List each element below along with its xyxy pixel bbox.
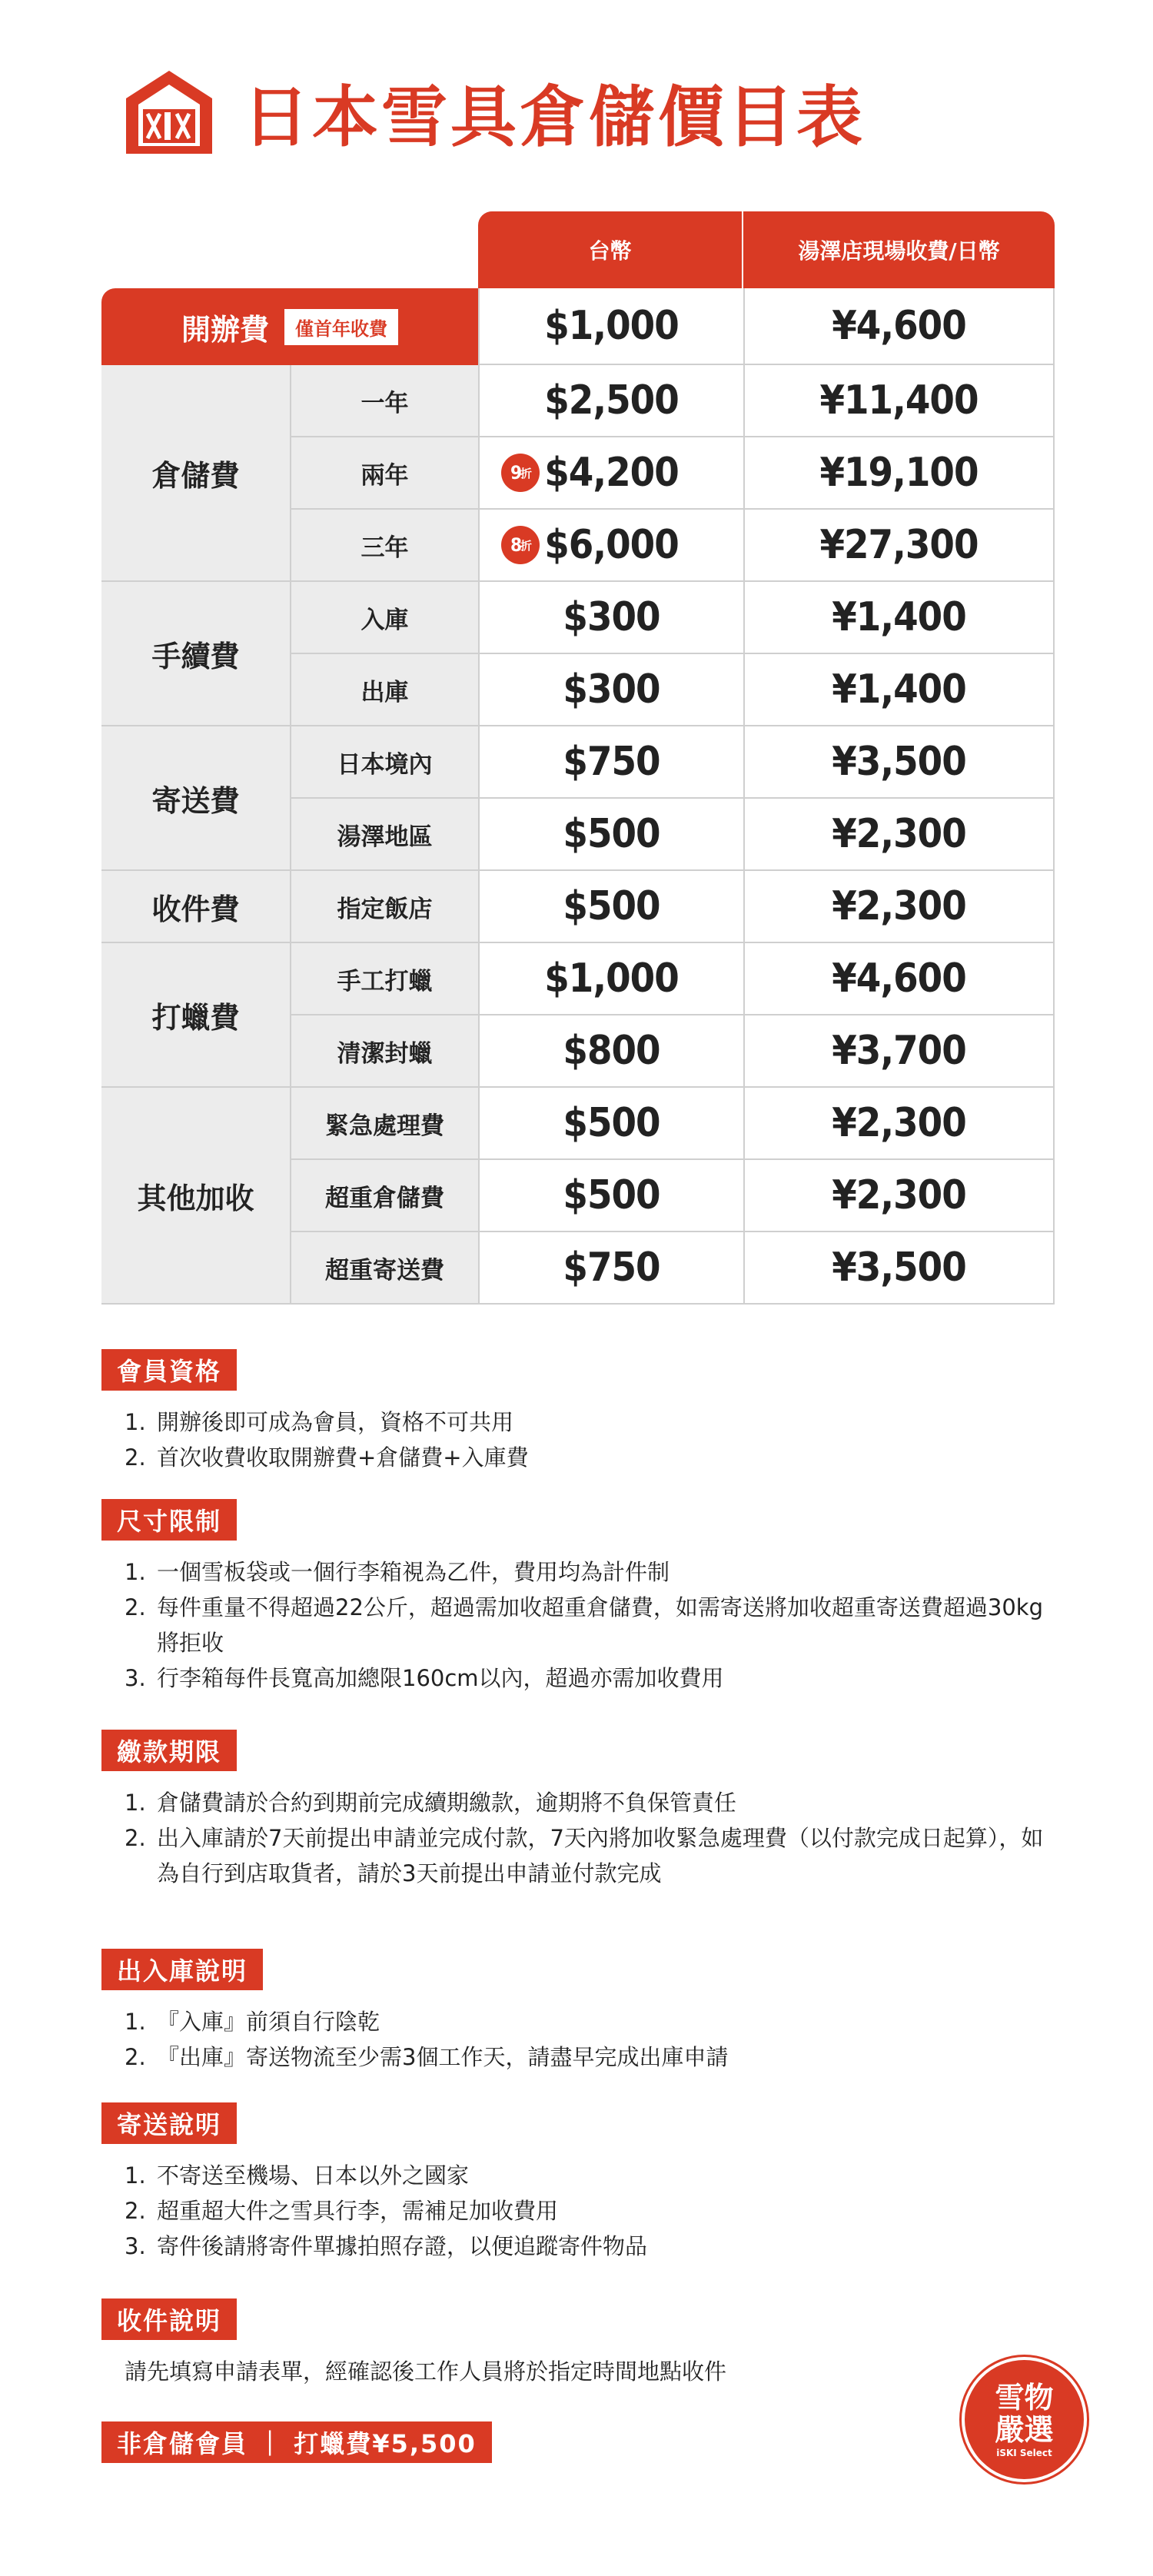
item-cell: 出庫 bbox=[290, 654, 478, 726]
twd-price-cell bbox=[478, 1160, 743, 1232]
twd-price: $500 bbox=[563, 883, 660, 929]
twd-price: $300 bbox=[563, 594, 660, 640]
category-cell: 倉儲費 bbox=[101, 365, 290, 582]
header-jpy: 湯澤店現場收費/日幣 bbox=[743, 211, 1055, 288]
size-section bbox=[101, 1499, 1055, 1696]
jpy-price-cell: ¥11,400 bbox=[743, 365, 1055, 437]
list-item-text: 『出庫』寄送物流至少需3個工作天，請盡早完成出庫申請 bbox=[157, 2044, 729, 2070]
list-item-text: 超重超大件之雪具行李，需補足加收費用 bbox=[157, 2198, 559, 2224]
list-item: 3. 寄件後請將寄件單據拍照存證，以便追蹤寄件物品 bbox=[125, 2229, 1055, 2264]
payment-title: 繳款期限 bbox=[101, 1730, 237, 1771]
twd-price-cell bbox=[478, 1088, 743, 1160]
nonmember-wax-fee: 非倉儲會員 ｜ 打蠟費¥5,500 bbox=[101, 2421, 492, 2463]
list-item: 1. 『入庫』前須自行陰乾 bbox=[125, 2004, 1055, 2039]
open-fee-label: 開辦費 bbox=[181, 312, 269, 347]
jpy-price-cell: ¥2,300 bbox=[743, 1160, 1055, 1232]
list-item-text: 倉儲費請於合約到期前完成續期繳款，逾期將不負保管責任 bbox=[157, 1790, 737, 1816]
twd-price: $500 bbox=[563, 1172, 660, 1218]
jpy-price-cell: ¥2,300 bbox=[743, 871, 1055, 943]
open-fee-label-cell bbox=[101, 288, 478, 365]
inout-title: 出入庫說明 bbox=[101, 1949, 263, 1990]
twd-price: $750 bbox=[563, 739, 660, 785]
twd-price-cell bbox=[478, 510, 743, 582]
list-item: 2. 每件重量不得超過22公斤，超過需加收超重倉儲費，如需寄送將加收超重寄送費超過30kg將拒收 bbox=[125, 1590, 1055, 1660]
item-cell: 清潔封蠟 bbox=[290, 1015, 478, 1088]
list-item: 1. 不寄送至機場、日本以外之國家 bbox=[125, 2158, 1055, 2193]
list-item: 2. 超重超大件之雪具行李，需補足加收費用 bbox=[125, 2193, 1055, 2229]
twd-price-cell bbox=[478, 654, 743, 726]
pickup-title: 收件說明 bbox=[101, 2298, 237, 2340]
list-item-text: 一個雪板袋或一個行李箱視為乙件，費用均為計件制 bbox=[157, 1559, 670, 1585]
twd-price: $750 bbox=[563, 1245, 660, 1291]
shipping-list bbox=[101, 2158, 1055, 2264]
item-cell: 超重寄送費 bbox=[290, 1232, 478, 1305]
discount-number: 9 bbox=[510, 462, 520, 484]
jpy-price-cell: ¥2,300 bbox=[743, 799, 1055, 871]
membership-section bbox=[101, 1349, 1055, 1475]
item-cell: 三年 bbox=[290, 510, 478, 582]
list-item-text: 每件重量不得超過22公斤，超過需加收超重倉儲費，如需寄送將加收超重寄送費超過30kg將拒收 bbox=[157, 1594, 1044, 1656]
item-cell: 指定飯店 bbox=[290, 871, 478, 943]
table-header bbox=[478, 211, 1055, 288]
jpy-price-cell: ¥1,400 bbox=[743, 582, 1055, 654]
item-cell: 兩年 bbox=[290, 437, 478, 510]
list-item-text: 不寄送至機場、日本以外之國家 bbox=[157, 2162, 470, 2189]
open-fee-row bbox=[101, 288, 1055, 365]
pickup-section bbox=[101, 2298, 1055, 2389]
size-title: 尺寸限制 bbox=[101, 1499, 237, 1541]
inout-list bbox=[101, 2004, 1055, 2075]
list-item-text: 『入庫』前須自行陰乾 bbox=[157, 2009, 380, 2035]
list-item-text: 開辦後即可成為會員，資格不可共用 bbox=[157, 1409, 514, 1435]
jpy-price-cell: ¥19,100 bbox=[743, 437, 1055, 510]
discount-suffix: 折 bbox=[520, 538, 531, 553]
discount-number: 8 bbox=[510, 534, 520, 556]
item-cell: 手工打蠟 bbox=[290, 943, 478, 1015]
jpy-price-cell: ¥2,300 bbox=[743, 1088, 1055, 1160]
iski-select-stamp bbox=[965, 2360, 1084, 2479]
shipping-title: 寄送說明 bbox=[101, 2102, 237, 2144]
inout-section bbox=[101, 1949, 1055, 2075]
category-cell: 寄送費 bbox=[101, 726, 290, 871]
header-twd: 台幣 bbox=[478, 211, 743, 288]
stamp-line1: 雪物 bbox=[995, 2380, 1054, 2415]
item-cell: 超重倉儲費 bbox=[290, 1160, 478, 1232]
table-row bbox=[290, 1015, 1055, 1088]
warehouse-logo-icon bbox=[123, 68, 215, 156]
list-item: 1. 開辦後即可成為會員，資格不可共用 bbox=[125, 1404, 1055, 1440]
twd-price-cell bbox=[478, 582, 743, 654]
payment-list bbox=[101, 1785, 1055, 1891]
jpy-price-cell: ¥3,500 bbox=[743, 726, 1055, 799]
jpy-price-cell: ¥3,500 bbox=[743, 1232, 1055, 1305]
payment-section bbox=[101, 1730, 1055, 1891]
table-row bbox=[290, 582, 1055, 654]
item-cell: 緊急處理費 bbox=[290, 1088, 478, 1160]
category-cell: 收件費 bbox=[101, 871, 290, 943]
first-year-badge: 僅首年收費 bbox=[284, 309, 398, 345]
twd-price-cell bbox=[478, 943, 743, 1015]
discount-badge bbox=[501, 454, 540, 492]
category-cell: 手續費 bbox=[101, 582, 290, 726]
table-row bbox=[290, 365, 1055, 437]
list-item: 1. 一個雪板袋或一個行李箱視為乙件，費用均為計件制 bbox=[125, 1554, 1055, 1590]
twd-price-cell bbox=[478, 437, 743, 510]
twd-price-cell bbox=[478, 726, 743, 799]
list-item-text: 首次收費收取開辦費+倉儲費+入庫費 bbox=[157, 1444, 529, 1471]
list-item-text: 出入庫請於7天前提出申請並完成付款，7天內將加收緊急處理費（以付款完成日起算），如為自行到店取貨者，請於3天前提出申請並付款完成 bbox=[157, 1825, 1044, 1886]
twd-price: $500 bbox=[563, 1100, 660, 1146]
table-row bbox=[290, 654, 1055, 726]
twd-price-cell bbox=[478, 799, 743, 871]
table-row bbox=[290, 799, 1055, 871]
stamp-line2: 嚴選 bbox=[995, 2412, 1054, 2447]
twd-price: $300 bbox=[563, 666, 660, 713]
list-item: 2. 首次收費收取開辦費+倉儲費+入庫費 bbox=[125, 1440, 1055, 1475]
page-title: 日本雪具倉儲價目表 bbox=[243, 79, 866, 156]
open-fee-twd: $1,000 bbox=[478, 288, 743, 365]
item-cell: 入庫 bbox=[290, 582, 478, 654]
twd-price-cell bbox=[478, 1015, 743, 1088]
membership-title: 會員資格 bbox=[101, 1349, 237, 1391]
list-item: 2. 『出庫』寄送物流至少需3個工作天，請盡早完成出庫申請 bbox=[125, 2039, 1055, 2075]
list-item: 3. 行李箱每件長寬高加總限160cm以內，超過亦需加收費用 bbox=[125, 1660, 1055, 1696]
table-row bbox=[290, 943, 1055, 1015]
table-row bbox=[290, 1088, 1055, 1160]
twd-price-cell bbox=[478, 871, 743, 943]
twd-price: $6,000 bbox=[544, 522, 679, 568]
pickup-text: 請先填寫申請表單，經確認後工作人員將於指定時間地點收件 bbox=[125, 2358, 727, 2385]
table-row bbox=[290, 726, 1055, 799]
membership-list bbox=[101, 1404, 1055, 1475]
twd-price-cell bbox=[478, 365, 743, 437]
item-cell: 日本境內 bbox=[290, 726, 478, 799]
category-cell: 其他加收 bbox=[101, 1088, 290, 1305]
open-fee-jpy: ¥4,600 bbox=[743, 288, 1055, 365]
jpy-price-cell: ¥4,600 bbox=[743, 943, 1055, 1015]
jpy-price-cell: ¥3,700 bbox=[743, 1015, 1055, 1088]
category-cell: 打蠟費 bbox=[101, 943, 290, 1088]
jpy-price-cell: ¥27,300 bbox=[743, 510, 1055, 582]
table-row bbox=[290, 1232, 1055, 1305]
table-row bbox=[290, 871, 1055, 943]
twd-price: $4,200 bbox=[544, 450, 679, 496]
shipping-section bbox=[101, 2102, 1055, 2264]
twd-price: $500 bbox=[563, 811, 660, 857]
list-item-text: 行李箱每件長寬高加總限160cm以內，超過亦需加收費用 bbox=[157, 1665, 724, 1691]
size-list bbox=[101, 1554, 1055, 1696]
price-table bbox=[101, 211, 1055, 1305]
list-item-text: 寄件後請將寄件單據拍照存證，以便追蹤寄件物品 bbox=[157, 2233, 648, 2259]
discount-badge bbox=[501, 526, 540, 564]
twd-price: $800 bbox=[563, 1028, 660, 1074]
item-cell: 湯澤地區 bbox=[290, 799, 478, 871]
twd-price: $1,000 bbox=[544, 956, 679, 1002]
list-item: 2. 出入庫請於7天前提出申請並完成付款，7天內將加收緊急處理費（以付款完成日起算），如為自行到店取貨者，請於3天前提出申請並付款完成 bbox=[125, 1820, 1055, 1891]
twd-price: $2,500 bbox=[544, 377, 679, 424]
item-cell: 一年 bbox=[290, 365, 478, 437]
nonmember-section bbox=[101, 2421, 1055, 2463]
stamp-line3: iSKI Select bbox=[996, 2447, 1052, 2458]
table-row bbox=[290, 1160, 1055, 1232]
table-row bbox=[290, 510, 1055, 582]
discount-suffix: 折 bbox=[520, 466, 531, 480]
list-item: 1. 倉儲費請於合約到期前完成續期繳款，逾期將不負保管責任 bbox=[125, 1785, 1055, 1820]
jpy-price-cell: ¥1,400 bbox=[743, 654, 1055, 726]
table-row bbox=[290, 437, 1055, 510]
twd-price-cell bbox=[478, 1232, 743, 1305]
page-header bbox=[123, 61, 866, 161]
